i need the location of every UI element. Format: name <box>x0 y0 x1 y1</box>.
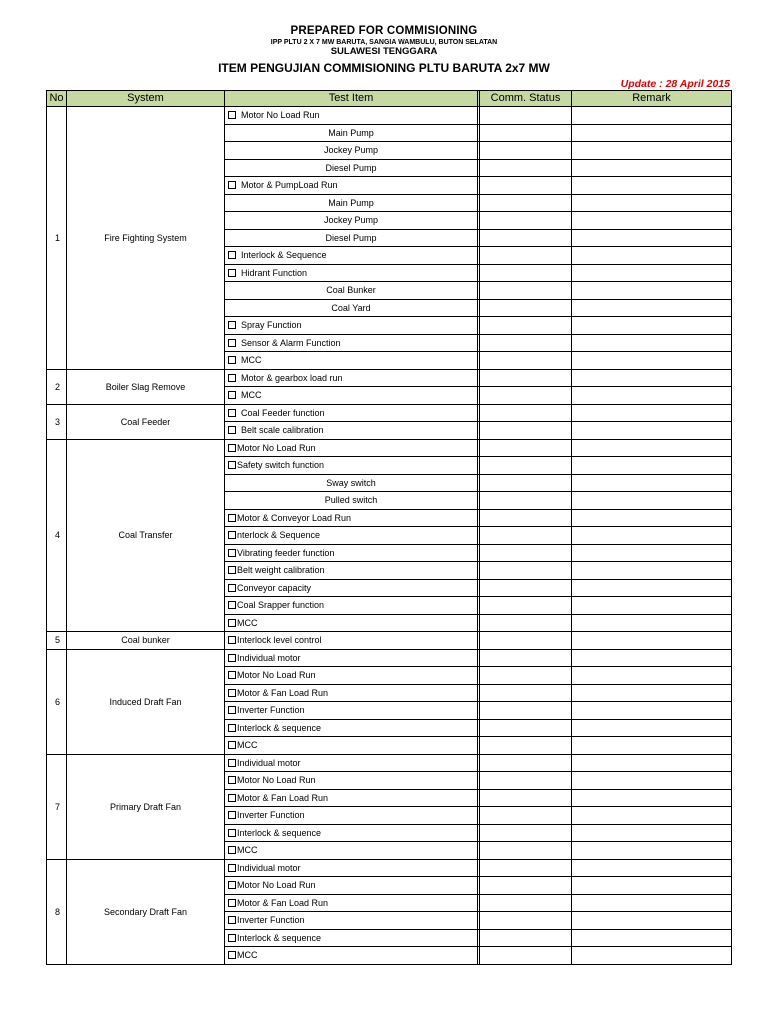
test-item-label: Motor No Load Run <box>237 670 316 681</box>
remark-cell[interactable] <box>572 912 732 930</box>
test-item-label: Jockey Pump <box>323 215 379 226</box>
checkbox-icon[interactable] <box>228 654 236 662</box>
remark-cell[interactable] <box>572 824 732 842</box>
remark-cell[interactable] <box>572 317 732 335</box>
remark-cell[interactable] <box>572 807 732 825</box>
comm-status-cell[interactable] <box>480 842 572 860</box>
checkbox-icon[interactable] <box>228 934 236 942</box>
test-item-label: Inverter Function <box>237 915 305 926</box>
checkbox-icon[interactable] <box>228 724 236 732</box>
checkbox-icon[interactable] <box>228 269 236 277</box>
remark-cell[interactable] <box>572 719 732 737</box>
comm-status-cell[interactable] <box>480 229 572 247</box>
test-item-label: Motor & gearbox load run <box>241 372 343 383</box>
test-item-label: MCC <box>237 950 258 961</box>
comm-status-cell[interactable] <box>480 859 572 877</box>
checkbox-icon[interactable] <box>228 374 236 382</box>
test-item-label: Hidrant Function <box>241 267 308 278</box>
checkbox-icon[interactable] <box>228 899 236 907</box>
remark-cell[interactable] <box>572 334 732 352</box>
test-item-label: Interlock & sequence <box>237 827 322 838</box>
remark-cell[interactable] <box>572 352 732 370</box>
checkbox-icon[interactable] <box>228 461 236 469</box>
remark-cell[interactable] <box>572 789 732 807</box>
comm-status-cell[interactable] <box>480 509 572 527</box>
checkbox-icon[interactable] <box>228 689 236 697</box>
test-item-label: Diesel Pump <box>325 232 377 243</box>
remark-cell[interactable] <box>572 509 732 527</box>
remark-cell[interactable] <box>572 457 732 475</box>
test-item-cell <box>225 789 478 807</box>
comm-status-cell[interactable] <box>480 317 572 335</box>
test-item-label: Individual motor <box>237 652 301 663</box>
test-item-label: Spray Function <box>241 320 302 331</box>
test-item-cell <box>225 877 478 895</box>
test-item-cell <box>225 632 478 650</box>
checkbox-icon[interactable] <box>228 409 236 417</box>
system-number: 3 <box>47 404 67 439</box>
comm-status-cell[interactable] <box>480 352 572 370</box>
test-item-cell <box>225 439 478 457</box>
test-item-label: MCC <box>237 845 258 856</box>
checkbox-icon[interactable] <box>228 549 236 557</box>
remark-cell[interactable] <box>572 842 732 860</box>
test-item-label: Motor & Fan Load Run <box>237 792 329 803</box>
remark-cell[interactable] <box>572 159 732 177</box>
project-subheading: IPP PLTU 2 X 7 MW BARUTA, SANGIA WAMBULU, BUTON SELATAN <box>270 39 498 46</box>
comm-status-cell[interactable] <box>480 544 572 562</box>
comm-status-cell[interactable] <box>480 632 572 650</box>
test-item-label: Motor No Load Run <box>237 775 316 786</box>
test-item-label: Safety switch function <box>237 460 325 471</box>
remark-cell[interactable] <box>572 684 732 702</box>
test-item-cell <box>225 824 478 842</box>
comm-status-cell[interactable] <box>480 947 572 965</box>
test-item-cell <box>225 474 478 492</box>
comm-status-cell[interactable] <box>480 422 572 440</box>
test-item-cell <box>225 807 478 825</box>
checkbox-icon[interactable] <box>228 951 236 959</box>
test-item-cell <box>225 369 478 387</box>
test-item-label: Vibrating feeder function <box>237 547 335 558</box>
table-row <box>47 439 732 457</box>
test-item-label: Interlock & Sequence <box>241 250 327 261</box>
remark-cell[interactable] <box>572 439 732 457</box>
test-item-cell <box>225 247 478 265</box>
system-name: Coal bunker <box>67 632 225 650</box>
commissioning-table <box>46 90 732 965</box>
checkbox-icon[interactable] <box>228 426 236 434</box>
checkbox-icon[interactable] <box>228 444 236 452</box>
test-item-label: Sensor & Alarm Function <box>241 337 341 348</box>
comm-status-cell[interactable] <box>480 684 572 702</box>
checkbox-icon[interactable] <box>228 356 236 364</box>
checkbox-icon[interactable] <box>228 566 236 574</box>
system-number: 5 <box>47 632 67 650</box>
test-item-cell <box>225 912 478 930</box>
checkbox-icon[interactable] <box>228 741 236 749</box>
test-item-cell <box>225 754 478 772</box>
region-subheading: SULAWESI TENGGARA <box>330 46 438 57</box>
comm-status-cell[interactable] <box>480 597 572 615</box>
comm-status-cell[interactable] <box>480 212 572 230</box>
comm-status-cell[interactable] <box>480 527 572 545</box>
system-number: 6 <box>47 649 67 754</box>
system-number: 4 <box>47 439 67 632</box>
remark-cell[interactable] <box>572 229 732 247</box>
test-item-cell <box>225 457 478 475</box>
comm-status-cell[interactable] <box>480 579 572 597</box>
test-item-label: Inverter Function <box>237 810 305 821</box>
col-header-test-item: Test Item <box>225 91 478 107</box>
remark-cell[interactable] <box>572 667 732 685</box>
remark-cell[interactable] <box>572 299 732 317</box>
checkbox-icon[interactable] <box>228 601 236 609</box>
test-item-cell <box>225 177 478 195</box>
test-item-cell <box>225 212 478 230</box>
test-item-label: Interlock & sequence <box>237 932 322 943</box>
test-item-cell <box>225 124 478 142</box>
test-item-label: MCC <box>241 355 262 366</box>
comm-status-cell[interactable] <box>480 299 572 317</box>
test-item-cell <box>225 194 478 212</box>
document-title: ITEM PENGUJIAN COMMISIONING PLTU BARUTA 2x7 MW <box>218 61 550 75</box>
remark-cell[interactable] <box>572 947 732 965</box>
system-name: Induced Draft Fan <box>67 649 225 754</box>
comm-status-cell[interactable] <box>480 824 572 842</box>
system-name: Secondary Draft Fan <box>67 859 225 964</box>
system-name: Fire Fighting System <box>67 107 225 370</box>
remark-cell[interactable] <box>572 282 732 300</box>
comm-status-cell[interactable] <box>480 614 572 632</box>
comm-status-cell[interactable] <box>480 264 572 282</box>
test-item-label: MCC <box>241 390 262 401</box>
test-item-cell <box>225 387 478 405</box>
test-item-cell <box>225 159 478 177</box>
test-item-label: Belt weight calibration <box>237 565 325 576</box>
remark-cell[interactable] <box>572 702 732 720</box>
test-item-label: Motor No Load Run <box>241 110 320 121</box>
test-item-cell <box>225 894 478 912</box>
remark-cell[interactable] <box>572 264 732 282</box>
remark-cell[interactable] <box>572 142 732 160</box>
comm-status-cell[interactable] <box>480 439 572 457</box>
comm-status-cell[interactable] <box>480 894 572 912</box>
comm-status-cell[interactable] <box>480 702 572 720</box>
checkbox-icon[interactable] <box>228 671 236 679</box>
test-item-cell <box>225 667 478 685</box>
remark-cell[interactable] <box>572 649 732 667</box>
checkbox-icon[interactable] <box>228 811 236 819</box>
comm-status-cell[interactable] <box>480 404 572 422</box>
test-item-label: Inverter Function <box>237 705 305 716</box>
checkbox-icon[interactable] <box>228 251 236 259</box>
test-item-label: Coal Srapper function <box>237 600 325 611</box>
system-number: 7 <box>47 754 67 859</box>
test-item-cell <box>225 404 478 422</box>
update-date: Update : 28 April 2015 <box>620 78 730 90</box>
comm-status-cell[interactable] <box>480 247 572 265</box>
system-name: Primary Draft Fan <box>67 754 225 859</box>
checkbox-icon[interactable] <box>228 636 236 644</box>
test-item-cell <box>225 859 478 877</box>
remark-cell[interactable] <box>572 859 732 877</box>
test-item-cell <box>225 684 478 702</box>
remark-cell[interactable] <box>572 177 732 195</box>
table-row <box>47 649 732 667</box>
remark-cell[interactable] <box>572 422 732 440</box>
remark-cell[interactable] <box>572 404 732 422</box>
comm-status-cell[interactable] <box>480 159 572 177</box>
test-item-cell <box>225 929 478 947</box>
checkbox-icon[interactable] <box>228 181 236 189</box>
test-item-cell <box>225 509 478 527</box>
test-item-label: Belt scale calibration <box>241 425 324 436</box>
test-item-label: Coal Bunker <box>326 285 376 296</box>
remark-cell[interactable] <box>572 737 732 755</box>
system-name: Coal Feeder <box>67 404 225 439</box>
test-item-label: Motor & PumpLoad Run <box>241 180 338 191</box>
checkbox-icon[interactable] <box>228 391 236 399</box>
test-item-cell <box>225 562 478 580</box>
table-row <box>47 632 732 650</box>
test-item-label: Pulled switch <box>324 495 378 506</box>
comm-status-cell[interactable] <box>480 107 572 125</box>
comm-status-cell[interactable] <box>480 912 572 930</box>
test-item-cell <box>225 544 478 562</box>
comm-status-cell[interactable] <box>480 492 572 510</box>
comm-status-cell[interactable] <box>480 772 572 790</box>
comm-status-cell[interactable] <box>480 142 572 160</box>
test-item-cell <box>225 842 478 860</box>
comm-status-cell[interactable] <box>480 474 572 492</box>
remark-cell[interactable] <box>572 544 732 562</box>
table-header-row <box>47 91 732 107</box>
col-header-system: System <box>67 91 225 107</box>
checkbox-icon[interactable] <box>228 706 236 714</box>
col-header-comm-status: Comm. Status <box>480 91 572 107</box>
remark-cell[interactable] <box>572 754 732 772</box>
comm-status-cell[interactable] <box>480 334 572 352</box>
comm-status-cell[interactable] <box>480 877 572 895</box>
checkbox-icon[interactable] <box>228 759 236 767</box>
test-item-label: Motor & Fan Load Run <box>237 897 329 908</box>
comm-status-cell[interactable] <box>480 737 572 755</box>
system-number: 2 <box>47 369 67 404</box>
table-row <box>47 404 732 422</box>
test-item-cell <box>225 947 478 965</box>
test-item-cell <box>225 492 478 510</box>
test-item-label: Main Pump <box>328 127 374 138</box>
test-item-cell <box>225 334 478 352</box>
test-item-cell <box>225 527 478 545</box>
test-item-label: Interlock level control <box>237 635 322 646</box>
system-number: 1 <box>47 107 67 370</box>
col-header-remark: Remark <box>572 91 732 107</box>
checkbox-icon[interactable] <box>228 514 236 522</box>
remark-cell[interactable] <box>572 877 732 895</box>
test-item-cell <box>225 317 478 335</box>
test-item-label: Motor No Load Run <box>237 442 316 453</box>
checkbox-icon[interactable] <box>228 846 236 854</box>
test-item-cell <box>225 107 478 125</box>
checkbox-icon[interactable] <box>228 864 236 872</box>
comm-status-cell[interactable] <box>480 719 572 737</box>
test-item-cell <box>225 772 478 790</box>
comm-status-cell[interactable] <box>480 177 572 195</box>
remark-cell[interactable] <box>572 387 732 405</box>
test-item-cell <box>225 229 478 247</box>
checkbox-icon[interactable] <box>228 916 236 924</box>
remark-cell[interactable] <box>572 929 732 947</box>
test-item-label: Main Pump <box>328 197 374 208</box>
remark-cell[interactable] <box>572 894 732 912</box>
remark-cell[interactable] <box>572 562 732 580</box>
comm-status-cell[interactable] <box>480 194 572 212</box>
test-item-label: MCC <box>237 740 258 751</box>
table-row <box>47 754 732 772</box>
remark-cell[interactable] <box>572 107 732 125</box>
remark-cell[interactable] <box>572 772 732 790</box>
remark-cell[interactable] <box>572 614 732 632</box>
comm-status-cell[interactable] <box>480 649 572 667</box>
test-item-label: Sway switch <box>326 477 376 488</box>
test-item-cell <box>225 422 478 440</box>
comm-status-cell[interactable] <box>480 807 572 825</box>
checkbox-icon[interactable] <box>228 881 236 889</box>
test-item-label: Motor & Fan Load Run <box>237 687 329 698</box>
test-item-label: Motor & Conveyor Load Run <box>237 512 352 523</box>
table-row <box>47 859 732 877</box>
remark-cell[interactable] <box>572 632 732 650</box>
test-item-label: MCC <box>237 617 258 628</box>
comm-status-cell[interactable] <box>480 562 572 580</box>
test-item-cell <box>225 264 478 282</box>
test-item-label: Individual motor <box>237 757 301 768</box>
comm-status-cell[interactable] <box>480 124 572 142</box>
remark-cell[interactable] <box>572 212 732 230</box>
comm-status-cell[interactable] <box>480 929 572 947</box>
table-row <box>47 107 732 125</box>
test-item-label: Diesel Pump <box>325 162 377 173</box>
test-item-cell <box>225 702 478 720</box>
comm-status-cell[interactable] <box>480 387 572 405</box>
checkbox-icon[interactable] <box>228 619 236 627</box>
test-item-label: Interlock & sequence <box>237 722 322 733</box>
system-number: 8 <box>47 859 67 964</box>
test-item-cell <box>225 352 478 370</box>
checkbox-icon[interactable] <box>228 531 236 539</box>
comm-status-cell[interactable] <box>480 282 572 300</box>
comm-status-cell[interactable] <box>480 789 572 807</box>
remark-cell[interactable] <box>572 474 732 492</box>
test-item-label: Individual motor <box>237 862 301 873</box>
test-item-label: Coal Yard <box>331 302 371 313</box>
remark-cell[interactable] <box>572 527 732 545</box>
test-item-cell <box>225 579 478 597</box>
remark-cell[interactable] <box>572 247 732 265</box>
remark-cell[interactable] <box>572 597 732 615</box>
checkbox-icon[interactable] <box>228 339 236 347</box>
checkbox-icon[interactable] <box>228 584 236 592</box>
checkbox-icon[interactable] <box>228 321 236 329</box>
test-item-label: Jockey Pump <box>323 145 379 156</box>
remark-cell[interactable] <box>572 492 732 510</box>
comm-status-cell[interactable] <box>480 457 572 475</box>
prepared-heading: PREPARED FOR COMMISIONING <box>290 25 478 37</box>
remark-cell[interactable] <box>572 369 732 387</box>
test-item-cell <box>225 737 478 755</box>
test-item-cell <box>225 597 478 615</box>
remark-cell[interactable] <box>572 579 732 597</box>
test-item-cell <box>225 299 478 317</box>
test-item-label: nterlock & Sequence <box>237 530 321 541</box>
test-item-cell <box>225 142 478 160</box>
remark-cell[interactable] <box>572 124 732 142</box>
comm-status-cell[interactable] <box>480 754 572 772</box>
test-item-label: Motor No Load Run <box>237 880 316 891</box>
test-item-cell <box>225 614 478 632</box>
test-item-cell <box>225 719 478 737</box>
checkbox-icon[interactable] <box>228 111 236 119</box>
checkbox-icon[interactable] <box>228 829 236 837</box>
checkbox-icon[interactable] <box>228 794 236 802</box>
test-item-cell <box>225 649 478 667</box>
system-name: Coal Transfer <box>67 439 225 632</box>
comm-status-cell[interactable] <box>480 667 572 685</box>
col-header-no: No <box>47 91 67 107</box>
test-item-label: Coal Feeder function <box>241 407 325 418</box>
system-name: Boiler Slag Remove <box>67 369 225 404</box>
comm-status-cell[interactable] <box>480 369 572 387</box>
remark-cell[interactable] <box>572 194 732 212</box>
table-row <box>47 369 732 387</box>
test-item-cell <box>225 282 478 300</box>
checkbox-icon[interactable] <box>228 776 236 784</box>
test-item-label: Conveyor capacity <box>237 582 312 593</box>
